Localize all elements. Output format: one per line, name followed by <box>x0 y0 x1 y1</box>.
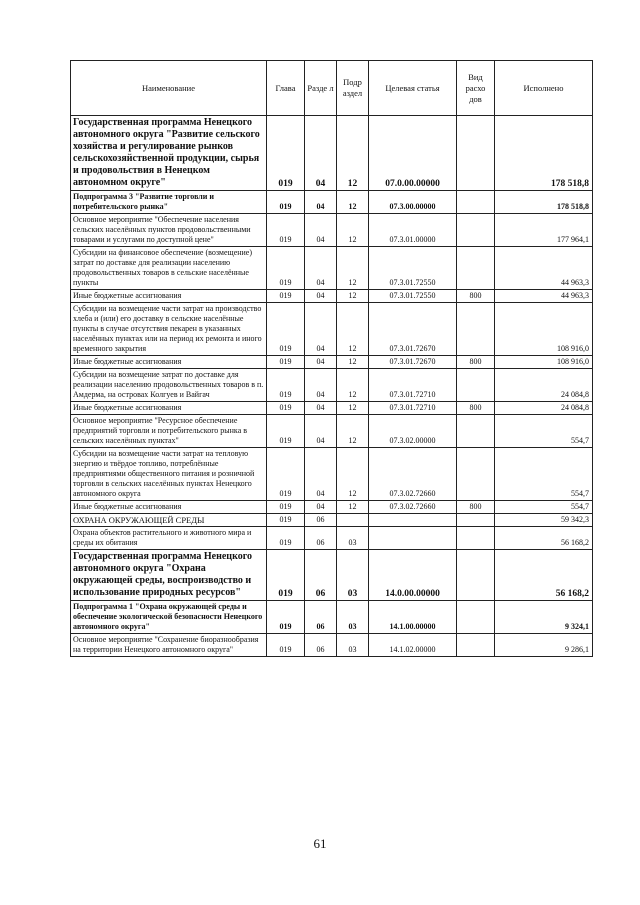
cell-section: 06 <box>305 527 337 550</box>
cell-amount: 554,7 <box>495 501 593 514</box>
cell-expense-type <box>457 369 495 402</box>
cell-section: 06 <box>305 634 337 657</box>
cell-section: 04 <box>305 356 337 369</box>
cell-name: Государственная программа Ненецкого автономного округа "Охрана окружающей среды, воспроизводство и использование природных ресурсов" <box>71 550 267 601</box>
cell-name: Основное мероприятие "Сохранение биоразнообразия на территории Ненецкого автономного округа" <box>71 634 267 657</box>
cell-expense-type <box>457 448 495 501</box>
cell-amount: 108 916,0 <box>495 356 593 369</box>
cell-amount: 554,7 <box>495 415 593 448</box>
cell-expense-type <box>457 116 495 191</box>
header-executed: Исполнено <box>495 61 593 116</box>
cell-expense-type: 800 <box>457 356 495 369</box>
cell-subsection: 03 <box>337 634 369 657</box>
cell-target: 07.3.00.00000 <box>369 191 457 214</box>
header-name: Наименование <box>71 61 267 116</box>
header-expense-type: Вид расхо дов <box>457 61 495 116</box>
cell-target: 07.3.01.00000 <box>369 214 457 247</box>
cell-chapter: 019 <box>267 116 305 191</box>
cell-name: Иные бюджетные ассигнования <box>71 290 267 303</box>
cell-name: Подпрограмма 3 "Развитие торговли и потребительского рынка" <box>71 191 267 214</box>
cell-amount: 56 168,2 <box>495 527 593 550</box>
cell-section: 06 <box>305 514 337 527</box>
cell-subsection: 12 <box>337 356 369 369</box>
table-row <box>71 303 593 356</box>
cell-subsection: 12 <box>337 369 369 402</box>
cell-section: 04 <box>305 247 337 290</box>
table-row <box>71 634 593 657</box>
table-row <box>71 369 593 402</box>
cell-name: Иные бюджетные ассигнования <box>71 402 267 415</box>
cell-name: Субсидии на финансовое обеспечение (возмещение) затрат по доставке для реализации населению продовольственных товаров в сельские населённые пункты <box>71 247 267 290</box>
cell-target <box>369 527 457 550</box>
cell-target: 07.3.02.72660 <box>369 448 457 501</box>
table-row <box>71 356 593 369</box>
cell-target: 07.3.01.72670 <box>369 356 457 369</box>
cell-target: 07.3.01.72710 <box>369 369 457 402</box>
cell-section: 04 <box>305 501 337 514</box>
cell-subsection: 12 <box>337 448 369 501</box>
cell-target: 07.3.01.72550 <box>369 290 457 303</box>
cell-subsection: 12 <box>337 214 369 247</box>
page-number: 61 <box>313 836 327 851</box>
cell-chapter: 019 <box>267 514 305 527</box>
cell-expense-type <box>457 247 495 290</box>
cell-expense-type: 800 <box>457 290 495 303</box>
cell-name: Иные бюджетные ассигнования <box>71 501 267 514</box>
cell-name: ОХРАНА ОКРУЖАЮЩЕЙ СРЕДЫ <box>71 514 267 527</box>
cell-name: Иные бюджетные ассигнования <box>71 356 267 369</box>
table-row <box>71 290 593 303</box>
cell-subsection: 12 <box>337 303 369 356</box>
cell-amount: 24 084,8 <box>495 369 593 402</box>
cell-subsection <box>337 514 369 527</box>
cell-target: 07.0.00.00000 <box>369 116 457 191</box>
cell-subsection: 03 <box>337 527 369 550</box>
cell-target: 14.1.00.00000 <box>369 601 457 634</box>
table-row <box>71 527 593 550</box>
cell-name: Подпрограмма 1 "Охрана окружающей среды и обеспечение экологической безопасности Ненецкого автономного округа" <box>71 601 267 634</box>
cell-expense-type <box>457 303 495 356</box>
cell-subsection: 12 <box>337 116 369 191</box>
cell-subsection: 12 <box>337 290 369 303</box>
cell-section: 04 <box>305 303 337 356</box>
cell-expense-type: 800 <box>457 501 495 514</box>
cell-chapter: 019 <box>267 634 305 657</box>
cell-expense-type: 800 <box>457 402 495 415</box>
cell-amount: 177 964,1 <box>495 214 593 247</box>
cell-expense-type <box>457 214 495 247</box>
cell-name: Субсидии на возмещение части затрат на тепловую энергию и твёрдое топливо, потреблённые предприятиями общественного питания и розничной торговли в сельских населённых пунктах Ненецкого автономного округа <box>71 448 267 501</box>
cell-chapter: 019 <box>267 550 305 601</box>
cell-section: 04 <box>305 116 337 191</box>
header-row <box>71 61 593 116</box>
cell-section: 04 <box>305 448 337 501</box>
cell-chapter: 019 <box>267 601 305 634</box>
cell-expense-type <box>457 514 495 527</box>
cell-amount: 554,7 <box>495 448 593 501</box>
cell-name: Государственная программа Ненецкого автономного округа "Развитие сельского хозяйства и регулирование рынков сельскохозяйственной продукции, сырья и продовольствия в Ненецком автономном округе" <box>71 116 267 191</box>
cell-subsection: 03 <box>337 601 369 634</box>
cell-chapter: 019 <box>267 402 305 415</box>
cell-subsection: 12 <box>337 501 369 514</box>
cell-section: 04 <box>305 402 337 415</box>
cell-expense-type <box>457 601 495 634</box>
cell-subsection: 12 <box>337 415 369 448</box>
table-row <box>71 247 593 290</box>
cell-chapter: 019 <box>267 501 305 514</box>
cell-subsection: 12 <box>337 402 369 415</box>
cell-subsection: 12 <box>337 191 369 214</box>
cell-chapter: 019 <box>267 356 305 369</box>
budget-table <box>70 60 593 657</box>
header-subsection: Подр аздел <box>337 61 369 116</box>
cell-chapter: 019 <box>267 303 305 356</box>
cell-name: Субсидии на возмещение части затрат на производство хлеба и (или) его доставку в сельские населённые пункты в случае отсутствия пекарен в указанных населённых пунктах или на период их ремонта и иного временного закрытия <box>71 303 267 356</box>
cell-chapter: 019 <box>267 214 305 247</box>
table-row <box>71 550 593 601</box>
cell-chapter: 019 <box>267 448 305 501</box>
cell-name: Субсидии на возмещение затрат по доставке для реализации населению продовольственных товаров в п. Амдерма, на островах Колгуев и Вайгач <box>71 369 267 402</box>
cell-expense-type <box>457 634 495 657</box>
cell-chapter: 019 <box>267 191 305 214</box>
cell-section: 04 <box>305 415 337 448</box>
cell-expense-type <box>457 415 495 448</box>
cell-section: 04 <box>305 290 337 303</box>
cell-section: 06 <box>305 550 337 601</box>
cell-target: 07.3.01.72670 <box>369 303 457 356</box>
cell-amount: 108 916,0 <box>495 303 593 356</box>
cell-name: Охрана объектов растительного и животного мира и среды их обитания <box>71 527 267 550</box>
cell-amount: 44 963,3 <box>495 247 593 290</box>
cell-amount: 178 518,8 <box>495 191 593 214</box>
cell-chapter: 019 <box>267 247 305 290</box>
cell-subsection: 03 <box>337 550 369 601</box>
cell-amount: 44 963,3 <box>495 290 593 303</box>
cell-name: Основное мероприятие "Ресурсное обеспечение предприятий торговли и потребительского рынка в сельских населённых пунктах" <box>71 415 267 448</box>
table-row <box>71 402 593 415</box>
cell-chapter: 019 <box>267 290 305 303</box>
table-row <box>71 214 593 247</box>
cell-subsection: 12 <box>337 247 369 290</box>
cell-expense-type <box>457 191 495 214</box>
cell-chapter: 019 <box>267 527 305 550</box>
table-row <box>71 415 593 448</box>
cell-target: 07.3.02.72660 <box>369 501 457 514</box>
cell-expense-type <box>457 550 495 601</box>
cell-amount: 24 084,8 <box>495 402 593 415</box>
table-row <box>71 601 593 634</box>
cell-amount: 59 342,3 <box>495 514 593 527</box>
header-chapter: Глава <box>267 61 305 116</box>
table-row <box>71 191 593 214</box>
cell-target: 07.3.01.72710 <box>369 402 457 415</box>
cell-amount: 56 168,2 <box>495 550 593 601</box>
cell-amount: 178 518,8 <box>495 116 593 191</box>
cell-section: 06 <box>305 601 337 634</box>
cell-section: 04 <box>305 369 337 402</box>
cell-target: 07.3.02.00000 <box>369 415 457 448</box>
cell-target <box>369 514 457 527</box>
table-row <box>71 514 593 527</box>
table-row <box>71 448 593 501</box>
table-row <box>71 501 593 514</box>
cell-section: 04 <box>305 191 337 214</box>
cell-name: Основное мероприятие "Обеспечение населения сельских населённых пунктов продовольственными товарами и услугами по доступной цене" <box>71 214 267 247</box>
header-target: Целевая статья <box>369 61 457 116</box>
header-section: Разде л <box>305 61 337 116</box>
cell-amount: 9 324,1 <box>495 601 593 634</box>
table-row <box>71 116 593 191</box>
cell-chapter: 019 <box>267 369 305 402</box>
cell-amount: 9 286,1 <box>495 634 593 657</box>
cell-target: 07.3.01.72550 <box>369 247 457 290</box>
cell-target: 14.0.00.00000 <box>369 550 457 601</box>
cell-expense-type <box>457 527 495 550</box>
cell-chapter: 019 <box>267 415 305 448</box>
cell-section: 04 <box>305 214 337 247</box>
cell-target: 14.1.02.00000 <box>369 634 457 657</box>
